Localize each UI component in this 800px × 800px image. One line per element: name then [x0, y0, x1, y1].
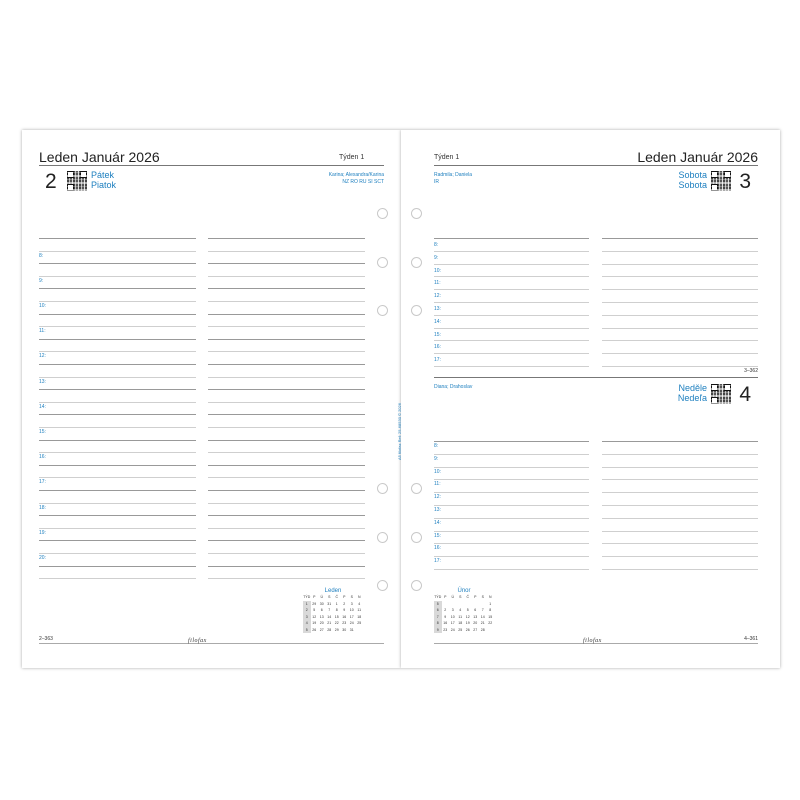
hour-label: 14:: [434, 318, 441, 325]
ruled-line: [39, 314, 196, 315]
ruled-line: [208, 528, 365, 529]
hour-label: 20:: [39, 555, 46, 561]
ruled-line: [208, 414, 365, 415]
ruled-line: [208, 566, 365, 567]
ruled-line: [39, 553, 196, 554]
ruled-line: [39, 540, 196, 541]
ruled-line: [434, 340, 589, 341]
weekday-header: TÝD: [303, 595, 311, 600]
ruled-line: [208, 452, 365, 453]
week-label: Týden 1: [339, 154, 365, 161]
weekday-header: S: [328, 595, 331, 600]
ruled-line: [39, 389, 196, 390]
day-number-saturday: 3: [739, 170, 751, 193]
calendar-day[interactable]: 27: [473, 627, 478, 632]
filofax-logo: filofax: [188, 638, 207, 644]
hour-label: 14:: [434, 519, 441, 526]
ruled-line: [434, 505, 589, 506]
hour-label: 12:: [434, 293, 441, 300]
ruled-line: [602, 479, 758, 480]
hour-label: 11:: [39, 328, 46, 335]
calendar-day[interactable]: 18: [357, 614, 362, 619]
notes-column-hours[interactable]: [39, 238, 196, 582]
ruled-line: [208, 553, 365, 554]
ruled-line: [602, 531, 758, 532]
ruled-line: [602, 289, 758, 290]
ruled-line: [434, 238, 589, 239]
weekday-header: N: [488, 595, 492, 600]
calendar-day[interactable]: 29: [334, 627, 339, 632]
ruled-line: [39, 377, 196, 378]
week-number: 5: [303, 627, 311, 634]
hour-label: 13:: [39, 378, 46, 385]
calendar-day[interactable]: 1: [489, 601, 492, 606]
saturday-hours-column[interactable]: [434, 238, 589, 366]
calendar-day[interactable]: 23: [443, 627, 448, 632]
hour-label: 9:: [434, 455, 439, 462]
week-number: 5: [434, 601, 442, 608]
ruled-line: [39, 515, 196, 516]
ruled-line: [39, 414, 196, 415]
ruled-line: [208, 314, 365, 315]
mini-calendar-january: [303, 588, 363, 633]
calendar-day[interactable]: 22: [488, 621, 493, 626]
hour-label: 11:: [434, 481, 441, 488]
calendar-day[interactable]: 29: [312, 601, 317, 606]
ruled-line: [602, 315, 758, 316]
weekday-header: Č: [466, 595, 470, 600]
ruled-line: [434, 518, 589, 519]
ruled-line: [208, 251, 365, 252]
calendar-day[interactable]: 3: [350, 601, 353, 606]
qr-code-icon: [67, 171, 87, 191]
week-number: 3: [303, 614, 311, 621]
name-days-sunday: Diana; Drahoslav: [434, 384, 473, 390]
week-number: 6: [434, 607, 442, 614]
ruled-line: [208, 515, 365, 516]
hour-label: 15:: [434, 532, 441, 539]
ruled-line: [434, 276, 589, 277]
month-title: Leden Január 2026: [637, 149, 758, 165]
calendar-day[interactable]: 23: [342, 621, 347, 626]
header-rule: [434, 165, 758, 166]
week-number: 8: [434, 620, 442, 627]
day-name-sk: Piatok: [91, 180, 117, 190]
ruled-line: [39, 578, 196, 579]
calendar-day[interactable]: 16: [342, 614, 347, 619]
ruled-line: [434, 479, 589, 480]
weekday-header: N: [357, 595, 361, 600]
hour-label: 18:: [39, 504, 46, 511]
calendar-day[interactable]: 21: [327, 621, 332, 626]
calendar-day[interactable]: 20: [319, 621, 324, 626]
ruled-line: [602, 556, 758, 557]
ruled-line: [434, 492, 589, 493]
ruled-line: [208, 490, 365, 491]
ruled-line: [602, 441, 758, 442]
ruled-line: [39, 301, 196, 302]
mini-calendar-title: Leden: [324, 588, 342, 594]
ruled-line: [434, 531, 589, 532]
calendar-day[interactable]: 12: [465, 614, 470, 619]
ruled-line: [39, 528, 196, 529]
ruled-line: [39, 351, 196, 352]
calendar-day[interactable]: 4: [459, 608, 462, 613]
ruled-line: [39, 402, 196, 403]
week-number: 2: [303, 607, 311, 614]
calendar-day[interactable]: 16: [443, 621, 448, 626]
hour-label: 10:: [39, 303, 46, 309]
calendar-day[interactable]: 1: [335, 601, 338, 606]
ruled-line: [39, 288, 196, 289]
saturday-notes-column[interactable]: [602, 238, 758, 366]
hour-label: 15:: [39, 429, 46, 435]
weekday-header: TÝD: [434, 595, 442, 600]
calendar-day[interactable]: 21: [480, 621, 485, 626]
ruled-line: [602, 302, 758, 303]
mini-calendar-grid: [434, 594, 494, 633]
ruled-line: [39, 427, 196, 428]
week-number: 4: [303, 620, 311, 627]
binder-hole: [411, 532, 422, 543]
binder-hole: [411, 483, 422, 494]
hour-label: 13:: [434, 507, 441, 513]
calendar-day[interactable]: 4: [358, 601, 361, 606]
weekday-header: Č: [335, 595, 339, 600]
week-label: Týden 1: [434, 154, 460, 161]
ruled-line: [208, 578, 365, 579]
weekday-header: S: [350, 595, 353, 600]
weekday-header: S: [481, 595, 484, 600]
ruled-line: [434, 467, 589, 468]
hour-label: 16:: [39, 454, 46, 461]
hour-label: 13:: [434, 306, 441, 312]
ruled-line: [434, 315, 589, 316]
ruled-line: [39, 364, 196, 365]
ruled-line: [208, 238, 365, 239]
calendar-day[interactable]: 26: [312, 627, 317, 632]
ruled-line: [602, 569, 758, 570]
ruled-line: [208, 326, 365, 327]
day-divider: [434, 377, 758, 378]
ruled-line: [602, 251, 758, 252]
day-name-cz-sunday: Neděle: [678, 383, 707, 393]
footer-rule: [39, 643, 384, 644]
hour-label: 10:: [434, 267, 441, 274]
sunday-notes-column[interactable]: [602, 441, 758, 576]
ruled-line: [434, 454, 589, 455]
binder-hole: [411, 208, 422, 219]
calendar-day[interactable]: 18: [458, 621, 463, 626]
hour-label: 17:: [39, 479, 46, 486]
ruled-line: [39, 452, 196, 453]
left-page: [22, 130, 401, 668]
calendar-day[interactable]: 11: [458, 614, 463, 619]
binder-hole: [411, 257, 422, 268]
spine-imprint: A5 filofax Ref: 25-68530 © 2026: [397, 403, 402, 460]
hour-label: 12:: [39, 353, 46, 360]
filofax-logo: filofax: [583, 638, 602, 644]
calendar-day[interactable]: 22: [334, 621, 339, 626]
ruled-line: [39, 490, 196, 491]
hour-label: 11:: [434, 280, 441, 287]
hour-label: 8:: [434, 242, 439, 248]
hour-label: 8:: [434, 443, 439, 449]
qr-code-icon: [711, 171, 731, 191]
notes-column[interactable]: [208, 238, 365, 582]
ruled-line: [208, 339, 365, 340]
ruled-line: [434, 441, 589, 442]
ruled-line: [602, 328, 758, 329]
ruled-line: [602, 454, 758, 455]
calendar-day[interactable]: 28: [480, 627, 485, 632]
ruled-line: [208, 351, 365, 352]
calendar-day[interactable]: 8: [335, 608, 338, 613]
hour-label: 14:: [39, 403, 46, 410]
calendar-day[interactable]: 9: [444, 614, 447, 619]
hour-label: 17:: [434, 558, 441, 565]
day-count-saturday: 3–362: [744, 368, 758, 374]
calendar-day[interactable]: 14: [480, 614, 485, 619]
calendar-day[interactable]: 9: [343, 608, 346, 613]
day-number-sunday: 4: [739, 383, 751, 406]
ruled-line: [39, 503, 196, 504]
ruled-line: [434, 556, 589, 557]
calendar-day[interactable]: 19: [312, 621, 317, 626]
ruled-line: [208, 276, 365, 277]
ruled-line: [39, 251, 196, 252]
ruled-line: [434, 366, 589, 367]
calendar-day[interactable]: 19: [465, 621, 470, 626]
ruled-line: [434, 251, 589, 252]
ruled-line: [208, 301, 365, 302]
calendar-day[interactable]: 28: [327, 627, 332, 632]
ruled-line: [39, 465, 196, 466]
ruled-line: [39, 326, 196, 327]
binder-hole: [377, 305, 388, 316]
binder-hole: [377, 208, 388, 219]
ruled-line: [208, 503, 365, 504]
calendar-day[interactable]: 15: [334, 614, 339, 619]
calendar-day[interactable]: 10: [349, 608, 354, 613]
ruled-line: [434, 264, 589, 265]
ruled-line: [208, 402, 365, 403]
hour-label: 9:: [39, 277, 44, 284]
binder-hole: [377, 580, 388, 591]
hour-label: 15:: [434, 331, 441, 338]
ruled-line: [208, 263, 365, 264]
calendar-day[interactable]: [487, 627, 495, 634]
calendar-day[interactable]: 11: [357, 608, 362, 613]
calendar-day[interactable]: 25: [458, 627, 463, 632]
ruled-line: [602, 505, 758, 506]
hour-label: 9:: [434, 254, 439, 261]
calendar-day[interactable]: 13: [319, 614, 324, 619]
month-title: Leden Január 2026: [39, 149, 160, 165]
calendar-day[interactable]: 6: [320, 608, 323, 613]
ruled-line: [602, 467, 758, 468]
calendar-day[interactable]: 5: [466, 608, 469, 613]
sunday-hours-column[interactable]: [434, 441, 589, 576]
calendar-day[interactable]: 12: [312, 614, 317, 619]
calendar-day[interactable]: 3: [451, 608, 454, 613]
ruled-line: [434, 289, 589, 290]
ruled-line: [208, 377, 365, 378]
day-name-sk-sunday: Nedeľa: [677, 393, 707, 403]
calendar-day[interactable]: 2: [343, 601, 346, 606]
binder-hole: [411, 305, 422, 316]
ruled-line: [602, 543, 758, 544]
ruled-line: [434, 543, 589, 544]
binder-hole: [377, 532, 388, 543]
hour-label: 16:: [434, 545, 441, 552]
week-number: 7: [434, 614, 442, 621]
calendar-day[interactable]: 27: [319, 627, 324, 632]
week-number: 1: [303, 601, 311, 608]
day-name-sk-saturday: Sobota: [678, 180, 707, 190]
ruled-line: [39, 339, 196, 340]
day-number: 2: [45, 170, 57, 193]
ruled-line: [208, 477, 365, 478]
ruled-line: [208, 364, 365, 365]
holiday-codes: NZ RO RU SI SCT: [342, 179, 384, 185]
holiday-codes-saturday: IR: [434, 179, 439, 185]
calendar-day[interactable]: 25: [357, 621, 362, 626]
calendar-day[interactable]: 6: [474, 608, 477, 613]
ruled-line: [208, 540, 365, 541]
name-days-saturday: Radmila; Daniela: [434, 172, 473, 178]
ruled-line: [602, 264, 758, 265]
ruled-line: [602, 276, 758, 277]
calendar-day[interactable]: 24: [450, 627, 455, 632]
calendar-day[interactable]: 7: [328, 608, 331, 613]
page-number: 4–361: [744, 636, 758, 642]
hour-label: 8:: [39, 252, 44, 259]
calendar-day[interactable]: 10: [450, 614, 455, 619]
day-name-cz: Pátek: [91, 170, 115, 180]
weekday-header: Ú: [320, 595, 324, 600]
weekday-header: P: [474, 595, 477, 600]
ruled-line: [434, 353, 589, 354]
calendar-day[interactable]: 31: [327, 601, 332, 606]
ruled-line: [602, 492, 758, 493]
calendar-day[interactable]: 2: [444, 608, 447, 613]
ruled-line: [602, 366, 758, 367]
ruled-line: [208, 440, 365, 441]
ruled-line: [434, 302, 589, 303]
calendar-day[interactable]: 30: [342, 627, 347, 632]
calendar-day[interactable]: 15: [488, 614, 493, 619]
calendar-day[interactable]: 17: [450, 621, 455, 626]
binder-hole: [377, 483, 388, 494]
name-days: Karina; Alexandra/Karina: [328, 172, 384, 178]
hour-label: 17:: [434, 357, 441, 364]
ruled-line: [39, 276, 196, 277]
hour-label: 19:: [39, 529, 46, 536]
weekday-header: S: [459, 595, 462, 600]
page-number: 2–363: [39, 636, 53, 642]
ruled-line: [208, 465, 365, 466]
binder-hole: [377, 257, 388, 268]
hour-label: 10:: [434, 468, 441, 475]
ruled-line: [208, 389, 365, 390]
calendar-day[interactable]: [356, 627, 364, 634]
ruled-line: [39, 440, 196, 441]
calendar-day[interactable]: 7: [481, 608, 484, 613]
day-name-cz-saturday: Sobota: [678, 170, 707, 180]
qr-code-icon: [711, 384, 731, 404]
week-number: 9: [434, 627, 442, 634]
ruled-line: [39, 477, 196, 478]
header-rule: [39, 165, 384, 166]
hour-label: 16:: [434, 344, 441, 351]
calendar-day[interactable]: 8: [489, 608, 492, 613]
right-page: [401, 130, 780, 668]
ruled-line: [208, 288, 365, 289]
hour-label: 12:: [434, 494, 441, 501]
ruled-line: [39, 566, 196, 567]
mini-calendar-grid: [303, 594, 363, 633]
ruled-line: [602, 340, 758, 341]
ruled-line: [208, 427, 365, 428]
ruled-line: [39, 263, 196, 264]
calendar-day[interactable]: 14: [327, 614, 332, 619]
ruled-line: [39, 238, 196, 239]
ruled-line: [602, 353, 758, 354]
ruled-line: [434, 569, 589, 570]
weekday-header: P: [313, 595, 316, 600]
calendar-day[interactable]: 5: [313, 608, 316, 613]
calendar-day[interactable]: 30: [319, 601, 324, 606]
weekday-header: Ú: [451, 595, 455, 600]
calendar-day[interactable]: 26: [465, 627, 470, 632]
ruled-line: [602, 518, 758, 519]
calendar-day[interactable]: 24: [349, 621, 354, 626]
weekday-header: P: [444, 595, 447, 600]
calendar-day[interactable]: 13: [473, 614, 478, 619]
calendar-day[interactable]: 20: [473, 621, 478, 626]
ruled-line: [602, 238, 758, 239]
weekday-header: P: [343, 595, 346, 600]
mini-calendar-title: Únor: [457, 588, 471, 594]
mini-calendar-february: [434, 588, 494, 633]
binder-hole: [411, 580, 422, 591]
calendar-day[interactable]: 17: [349, 614, 354, 619]
calendar-day[interactable]: 31: [349, 627, 354, 632]
ruled-line: [434, 328, 589, 329]
